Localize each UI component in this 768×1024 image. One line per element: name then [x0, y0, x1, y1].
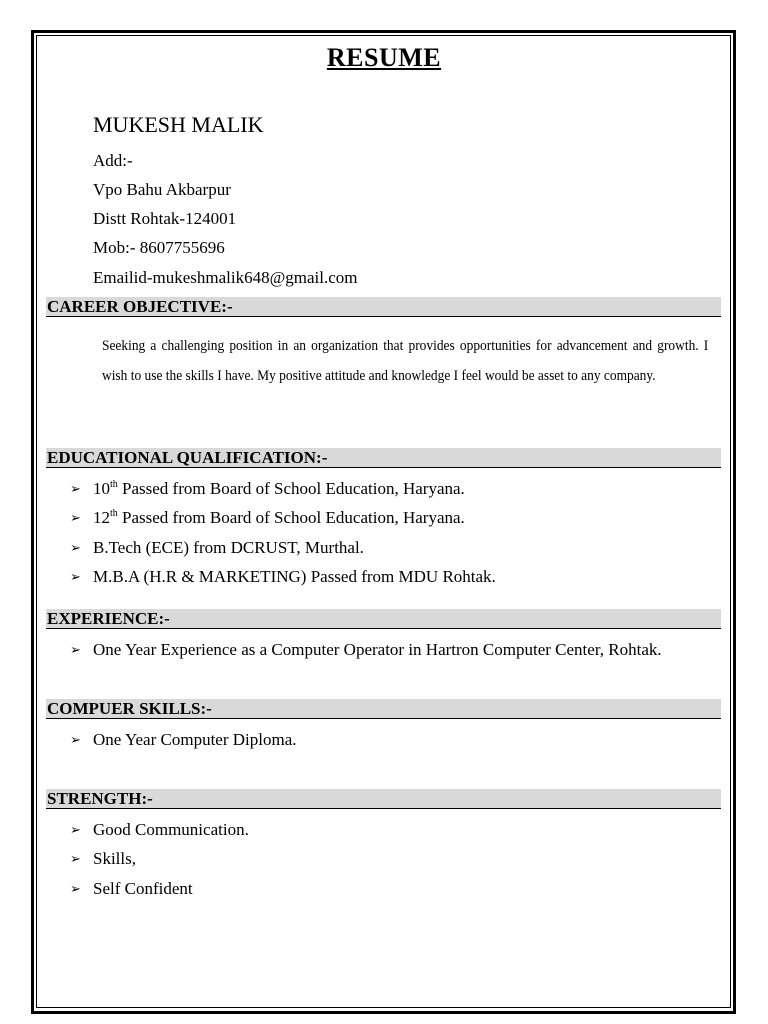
address-label: Add:- [93, 151, 133, 170]
arrow-bullet-icon: ➢ [70, 642, 81, 657]
strength-item: ➢ Skills, [70, 849, 136, 868]
mobile-number: Mob:- 8607755696 [93, 238, 225, 257]
computer-skills-heading: COMPUER SKILLS:- [46, 699, 721, 719]
strength-item: ➢ Self Confident [70, 879, 193, 898]
arrow-bullet-icon: ➢ [70, 881, 81, 896]
experience-heading: EXPERIENCE:- [46, 609, 721, 629]
arrow-bullet-icon: ➢ [70, 481, 81, 496]
arrow-bullet-icon: ➢ [70, 569, 81, 584]
arrow-bullet-icon: ➢ [70, 732, 81, 747]
experience-item: ➢ One Year Experience as a Computer Operator in Hartron Computer Center, Rohtak. [70, 640, 662, 659]
arrow-bullet-icon: ➢ [70, 822, 81, 837]
career-objective-heading: CAREER OBJECTIVE:- [46, 297, 721, 317]
education-item: ➢ M.B.A (H.R & MARKETING) Passed from MDU Rohtak. [70, 567, 496, 586]
education-heading: EDUCATIONAL QUALIFICATION:- [46, 448, 721, 468]
education-item: ➢ 10th Passed from Board of School Education, Haryana. [70, 479, 465, 498]
arrow-bullet-icon: ➢ [70, 540, 81, 555]
arrow-bullet-icon: ➢ [70, 510, 81, 525]
computer-skills-item: ➢ One Year Computer Diploma. [70, 730, 297, 749]
education-item: ➢ 12th Passed from Board of School Education, Haryana. [70, 508, 465, 527]
resume-title: RESUME [326, 43, 442, 72]
address-line-2: Distt Rohtak-124001 [93, 209, 237, 228]
strength-heading: STRENGTH:- [46, 789, 721, 809]
address-line-1: Vpo Bahu Akbarpur [93, 180, 231, 199]
candidate-name: MUKESH MALIK [93, 112, 264, 137]
email-address: Emailid-mukeshmalik648@gmail.com [93, 268, 358, 287]
strength-item: ➢ Good Communication. [70, 820, 249, 839]
arrow-bullet-icon: ➢ [70, 851, 81, 866]
education-item: ➢ B.Tech (ECE) from DCRUST, Murthal. [70, 538, 364, 557]
career-objective-text: Seeking a challenging position in an organization that provides opportunities for advancement and growth. I wish to use the skills I have. My positive attitude and knowledge I feel would be asset to any company. [102, 338, 709, 384]
